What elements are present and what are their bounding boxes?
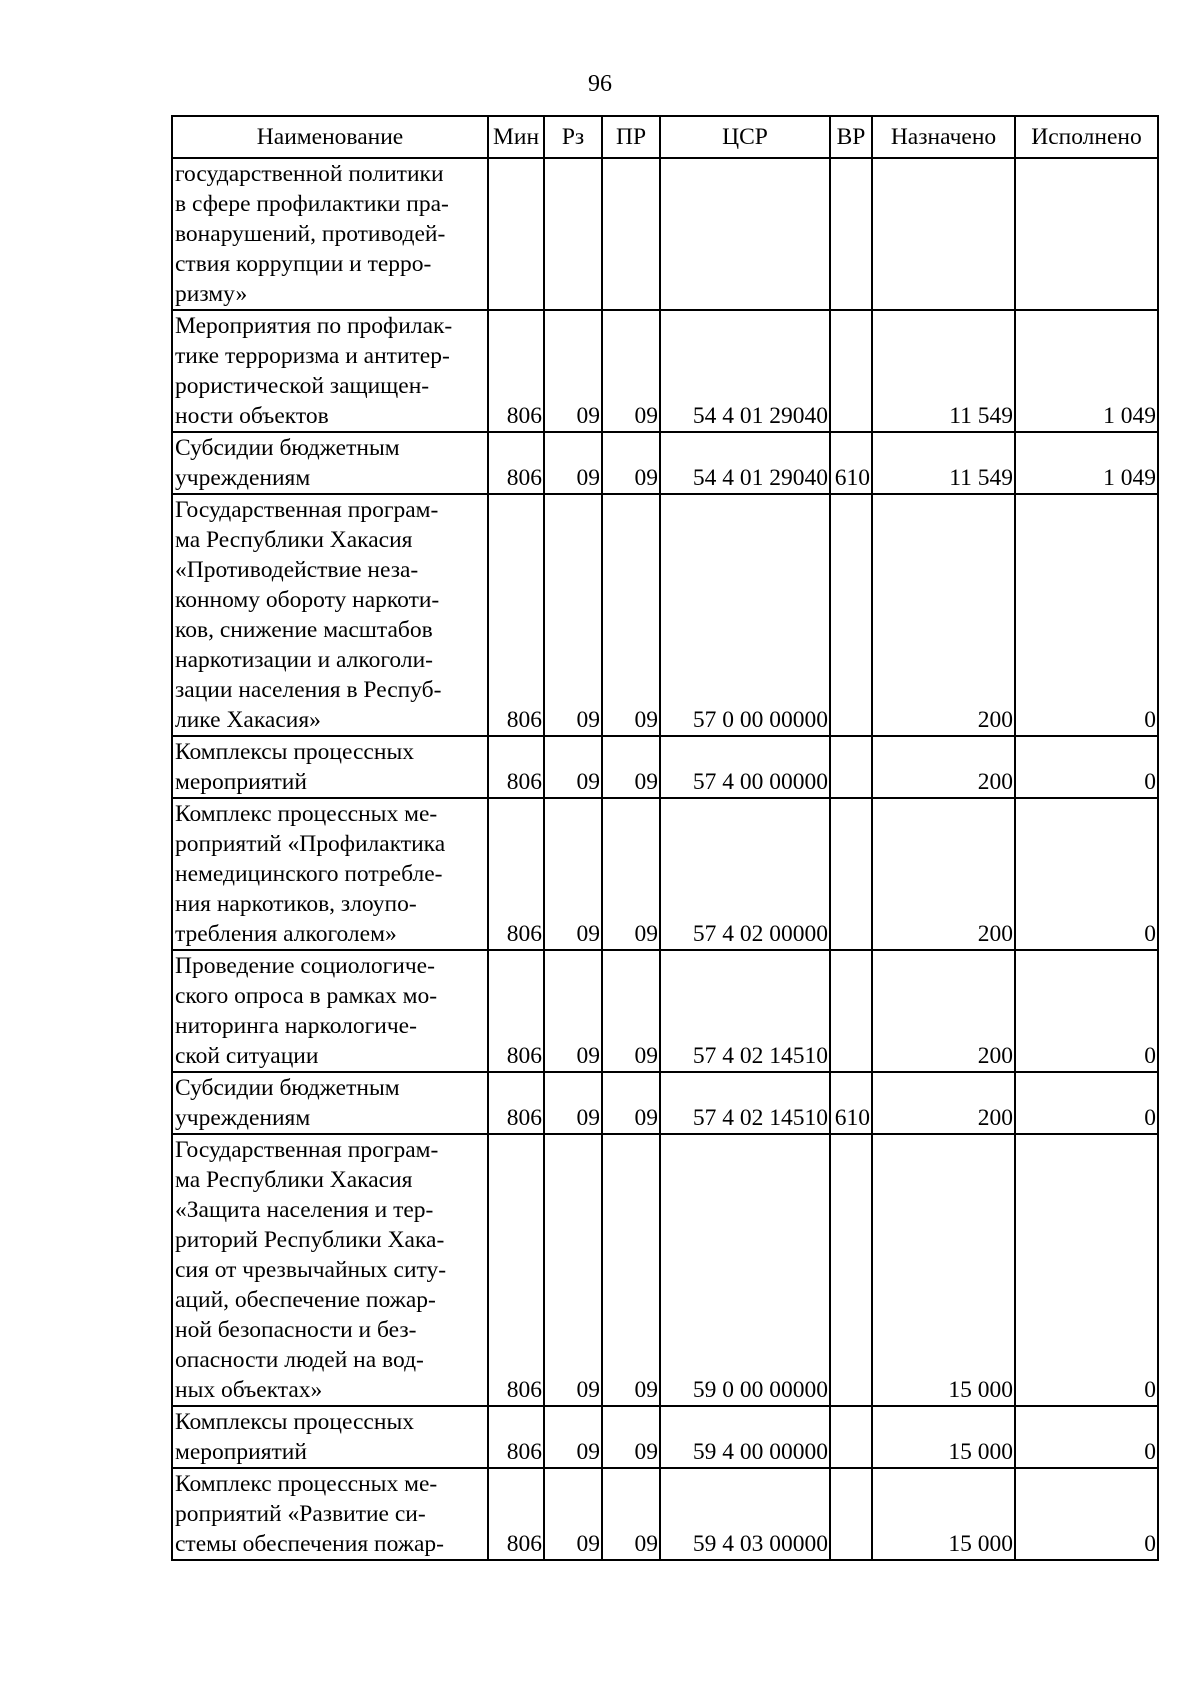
cell-csr: 57 0 00 00000 (660, 494, 830, 736)
cell-name (172, 494, 488, 736)
header-pr: ПР (602, 116, 660, 158)
cell-assigned: 11 549 (872, 310, 1015, 432)
cell-name-line: зации населения в Респуб- (175, 677, 442, 703)
header-vr: ВР (830, 116, 872, 158)
cell-pr: 09 (602, 1406, 660, 1468)
cell-name-line: «Защита населения и тер- (175, 1197, 434, 1223)
cell-name-line: учреждениям (175, 1105, 311, 1131)
header-min: Мин (488, 116, 544, 158)
cell-name-line: Проведение социологиче- (175, 953, 435, 979)
page-number: 96 (588, 71, 612, 97)
cell-name-line: «Противодействие неза- (175, 557, 419, 583)
cell-name-line: аций, обеспечение пожар- (175, 1287, 436, 1313)
cell-name (172, 1072, 488, 1134)
cell-rz: 09 (544, 1134, 602, 1406)
cell-name-line: Комплекс процессных ме- (175, 1471, 438, 1497)
cell-executed (1015, 158, 1158, 310)
cell-name-line: сия от чрезвычайных ситу- (175, 1257, 447, 1283)
cell-min: 806 (488, 950, 544, 1072)
cell-name-line: мероприятий (175, 1439, 307, 1465)
cell-min: 806 (488, 798, 544, 950)
cell-name-line: Мероприятия по профилак- (175, 313, 453, 339)
budget-table (171, 115, 1159, 1561)
cell-assigned: 15 000 (872, 1406, 1015, 1468)
cell-rz: 09 (544, 950, 602, 1072)
cell-executed: 0 (1015, 1072, 1158, 1134)
cell-csr: 54 4 01 29040 (660, 432, 830, 494)
cell-vr (830, 1134, 872, 1406)
cell-rz (544, 158, 602, 310)
cell-executed: 0 (1015, 1468, 1158, 1560)
cell-name-line: лике Хакасия» (175, 707, 321, 733)
cell-min: 806 (488, 1072, 544, 1134)
cell-name-line: Комплексы процессных (175, 739, 414, 765)
cell-csr: 59 4 03 00000 (660, 1468, 830, 1560)
cell-name-line: вонарушений, противодей- (175, 221, 446, 247)
cell-assigned: 200 (872, 1072, 1015, 1134)
cell-name-line: ности объектов (175, 403, 329, 429)
table-row (172, 798, 1158, 950)
table-row (172, 1134, 1158, 1406)
cell-pr: 09 (602, 950, 660, 1072)
cell-name-line: ризму» (175, 281, 248, 307)
cell-pr (602, 158, 660, 310)
cell-name-line: Субсидии бюджетным (175, 435, 400, 461)
cell-rz: 09 (544, 432, 602, 494)
cell-name-line: ма Республики Хакасия (175, 527, 413, 553)
cell-name-line: Государственная програм- (175, 1137, 439, 1163)
cell-csr: 57 4 02 14510 (660, 1072, 830, 1134)
header-csr: ЦСР (660, 116, 830, 158)
cell-name (172, 432, 488, 494)
cell-name (172, 158, 488, 310)
cell-min: 806 (488, 494, 544, 736)
cell-pr: 09 (602, 1072, 660, 1134)
cell-executed: 0 (1015, 1406, 1158, 1468)
cell-executed: 0 (1015, 1134, 1158, 1406)
cell-csr (660, 158, 830, 310)
cell-name-line: немедицинского потребле- (175, 861, 443, 887)
cell-vr (830, 1468, 872, 1560)
cell-name-line: ной безопасности и без- (175, 1317, 417, 1343)
cell-vr (830, 736, 872, 798)
cell-csr: 57 4 00 00000 (660, 736, 830, 798)
cell-name-line: ков, снижение масштабов (175, 617, 433, 643)
cell-name (172, 798, 488, 950)
cell-name-line: роприятий «Профилактика (175, 831, 446, 857)
cell-pr: 09 (602, 432, 660, 494)
cell-rz: 09 (544, 1468, 602, 1560)
cell-pr: 09 (602, 494, 660, 736)
cell-name-line: Государственная програм- (175, 497, 439, 523)
cell-name-line: роприятий «Развитие си- (175, 1501, 426, 1527)
cell-min: 806 (488, 736, 544, 798)
cell-vr (830, 494, 872, 736)
table-row (172, 736, 1158, 798)
cell-name-line: конному обороту наркоти- (175, 587, 440, 613)
cell-assigned: 15 000 (872, 1134, 1015, 1406)
cell-min (488, 158, 544, 310)
header-name: Наименование (172, 116, 488, 158)
table-row (172, 950, 1158, 1072)
cell-vr (830, 310, 872, 432)
cell-name (172, 736, 488, 798)
cell-name-line: ниторинга наркологиче- (175, 1013, 417, 1039)
cell-pr: 09 (602, 736, 660, 798)
cell-name-line: мероприятий (175, 769, 307, 795)
cell-assigned: 200 (872, 798, 1015, 950)
table-row (172, 432, 1158, 494)
cell-name (172, 310, 488, 432)
cell-csr: 57 4 02 14510 (660, 950, 830, 1072)
cell-pr: 09 (602, 798, 660, 950)
cell-min: 806 (488, 1468, 544, 1560)
cell-pr: 09 (602, 310, 660, 432)
cell-vr (830, 798, 872, 950)
cell-name-line: Субсидии бюджетным (175, 1075, 400, 1101)
cell-vr (830, 1406, 872, 1468)
cell-name-line: опасности людей на вод- (175, 1347, 424, 1373)
cell-executed: 0 (1015, 736, 1158, 798)
cell-min: 806 (488, 310, 544, 432)
cell-name-line: Комплекс процессных ме- (175, 801, 438, 827)
cell-assigned: 200 (872, 494, 1015, 736)
header-executed: Исполнено (1015, 116, 1158, 158)
cell-rz: 09 (544, 1406, 602, 1468)
table-row (172, 494, 1158, 736)
cell-name (172, 1468, 488, 1560)
cell-assigned: 15 000 (872, 1468, 1015, 1560)
cell-name-line: наркотизации и алкоголи- (175, 647, 433, 673)
cell-vr: 610 (830, 432, 872, 494)
cell-min: 806 (488, 1406, 544, 1468)
table-row (172, 310, 1158, 432)
cell-name-line: тике терроризма и антитер- (175, 343, 450, 369)
cell-rz: 09 (544, 494, 602, 736)
cell-min: 806 (488, 1134, 544, 1406)
cell-min: 806 (488, 432, 544, 494)
cell-assigned (872, 158, 1015, 310)
cell-name-line: Комплексы процессных (175, 1409, 414, 1435)
cell-pr: 09 (602, 1468, 660, 1560)
table-row (172, 1072, 1158, 1134)
cell-executed: 0 (1015, 798, 1158, 950)
cell-csr: 59 0 00 00000 (660, 1134, 830, 1406)
cell-rz: 09 (544, 1072, 602, 1134)
cell-name-line: ского опроса в рамках мо- (175, 983, 438, 1009)
cell-csr: 54 4 01 29040 (660, 310, 830, 432)
cell-vr: 610 (830, 1072, 872, 1134)
cell-name-line: ных объектах» (175, 1377, 323, 1403)
cell-name-line: государственной политики (175, 161, 444, 187)
table-row (172, 1406, 1158, 1468)
cell-vr (830, 158, 872, 310)
cell-name-line: ствия коррупции и терро- (175, 251, 432, 277)
cell-name-line: риторий Республики Хака- (175, 1227, 445, 1253)
cell-csr: 57 4 02 00000 (660, 798, 830, 950)
cell-name-line: ской ситуации (175, 1043, 319, 1069)
cell-name-line: требления алкоголем» (175, 921, 397, 947)
table-header-row (172, 116, 1158, 158)
cell-assigned: 200 (872, 950, 1015, 1072)
cell-name (172, 1406, 488, 1468)
cell-rz: 09 (544, 736, 602, 798)
cell-name-line: ния наркотиков, злоупо- (175, 891, 417, 917)
cell-name-line: стемы обеспечения пожар- (175, 1531, 444, 1557)
cell-pr: 09 (602, 1134, 660, 1406)
table-row (172, 158, 1158, 310)
cell-vr (830, 950, 872, 1072)
cell-rz: 09 (544, 310, 602, 432)
cell-assigned: 200 (872, 736, 1015, 798)
header-rz: Рз (544, 116, 602, 158)
cell-name-line: в сфере профилактики пра- (175, 191, 449, 217)
cell-name-line: рористической защищен- (175, 373, 430, 399)
table-row (172, 1468, 1158, 1560)
cell-name-line: ма Республики Хакасия (175, 1167, 413, 1193)
cell-name (172, 950, 488, 1072)
cell-executed: 0 (1015, 494, 1158, 736)
cell-rz: 09 (544, 798, 602, 950)
table-body (172, 158, 1158, 1560)
cell-assigned: 11 549 (872, 432, 1015, 494)
cell-name-line: учреждениям (175, 465, 311, 491)
cell-executed: 1 049 (1015, 432, 1158, 494)
cell-name (172, 1134, 488, 1406)
cell-executed: 0 (1015, 950, 1158, 1072)
cell-executed: 1 049 (1015, 310, 1158, 432)
cell-csr: 59 4 00 00000 (660, 1406, 830, 1468)
header-assigned: Назначено (872, 116, 1015, 158)
